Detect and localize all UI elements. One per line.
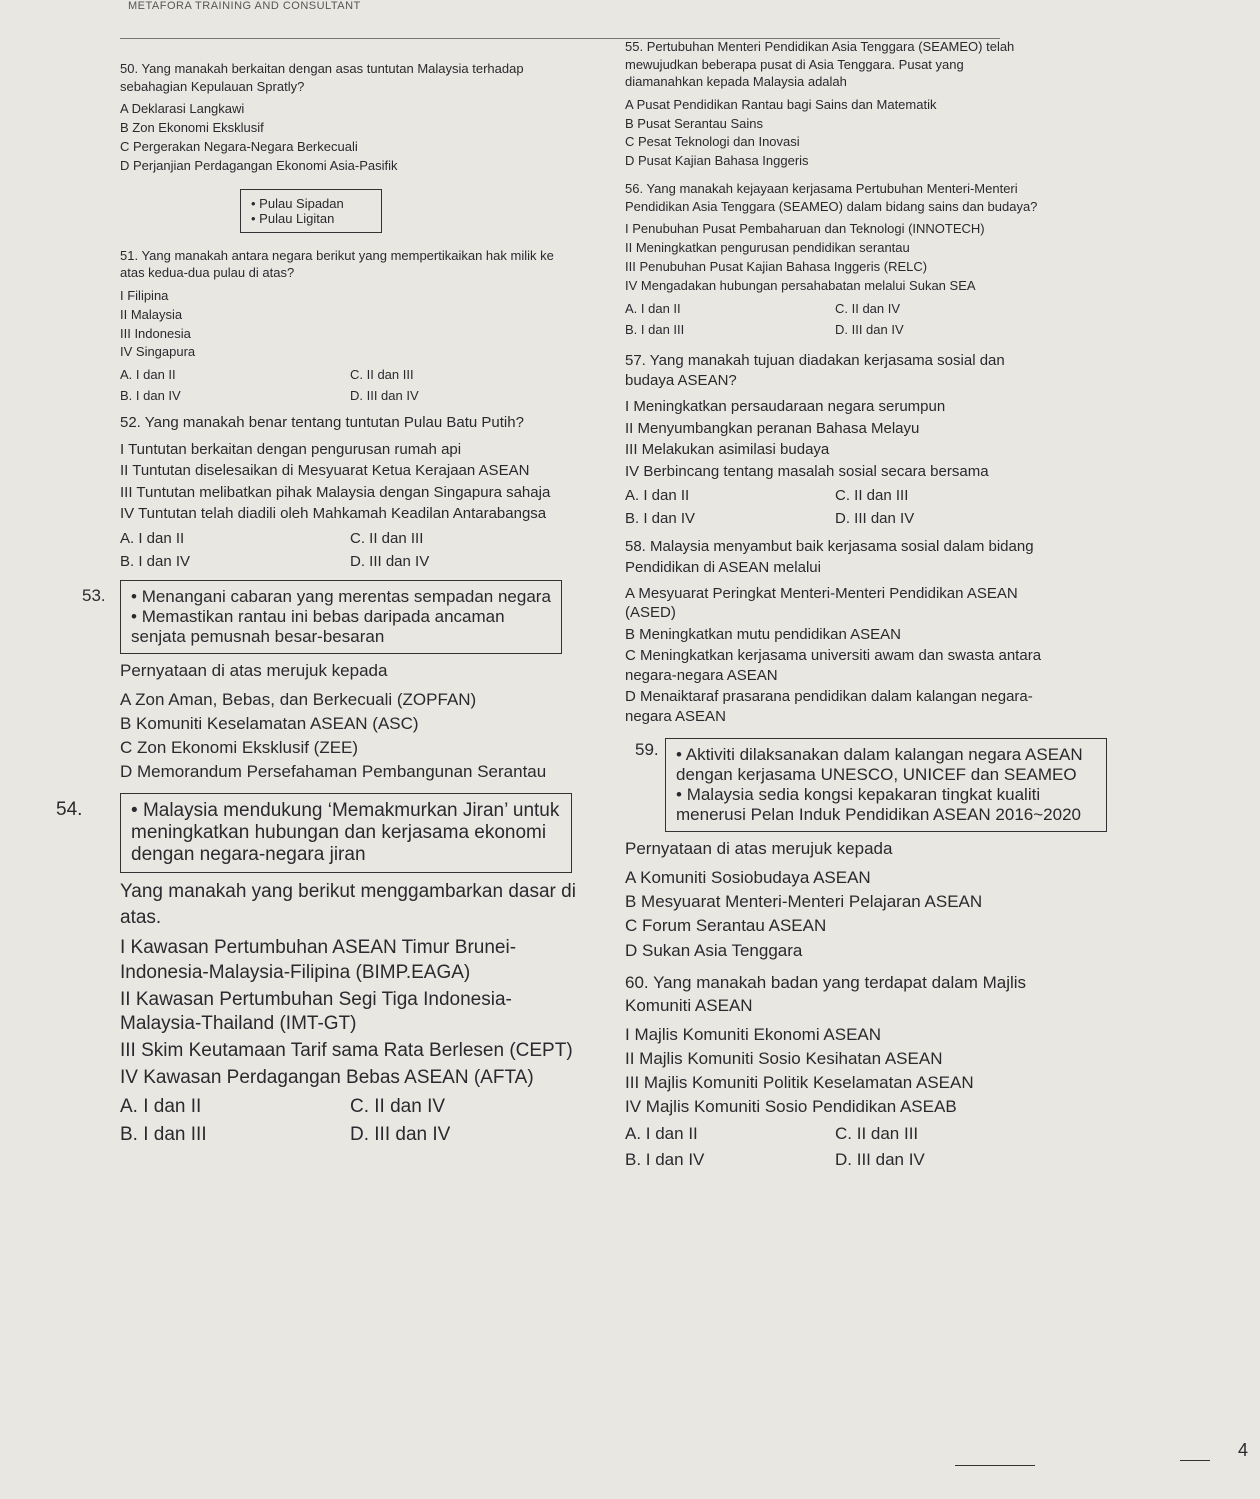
- stimulus-box-59: [665, 738, 1107, 832]
- statement-2: II Majlis Komuniti Sosio Kesihatan ASEAN: [625, 1048, 943, 1068]
- stimulus-item: • Aktiviti dilaksanakan dalam kalangan negara ASEAN dengan kerjasama UNESCO, UNICEF dan SEAMEO: [676, 745, 1096, 785]
- stimulus-item: • Menangani cabaran yang merentas sempadan negara: [131, 587, 551, 607]
- question-number: 50.: [120, 61, 139, 76]
- option-d: D Sukan Asia Tenggara: [625, 940, 803, 960]
- question-stem: Yang manakah antara negara berikut yang mempertikaikan hak milik ke atas kedua-dua pulau di atas?: [120, 247, 554, 281]
- answer-choices: [120, 530, 580, 570]
- question-stem: Yang manakah kejayaan kerjasama Pertubuhan Menteri-Menteri Pendidikan Asia Tenggara (SEAMEO) dalam bidang sains dan budaya?: [625, 181, 1038, 214]
- statement-4: IV Majlis Komuniti Sosio Pendidikan ASEAB: [625, 1096, 957, 1116]
- statement-3: III Melakukan asimilasi budaya: [625, 441, 830, 459]
- statement-1: I Majlis Komuniti Ekonomi ASEAN: [625, 1024, 882, 1044]
- answer-choices: [120, 1096, 580, 1146]
- question-60: [625, 972, 1045, 1170]
- statement-3: III Skim Keutamaan Tarif sama Rata Berlesen (CEPT): [120, 1039, 573, 1061]
- header-text: METAFORA TRAINING AND CONSULTANT: [128, 0, 361, 12]
- statement-4: IV Singapura: [120, 344, 196, 360]
- option-c: C Forum Serantau ASEAN: [625, 916, 827, 936]
- statement-2: II Menyumbangkan peranan Bahasa Melayu: [625, 419, 920, 437]
- question-stem: Yang manakah tujuan diadakan kerjasama sosial dan budaya ASEAN?: [625, 351, 1005, 390]
- question-59: [625, 738, 1083, 961]
- question-number: 51.: [120, 247, 139, 263]
- option-a: A Zon Aman, Bebas, dan Berkecuali (ZOPFAN): [120, 689, 477, 709]
- answer-choices: [625, 487, 1045, 527]
- statement-1: I Penubuhan Pusat Pembaharuan dan Teknologi (INNOTECH): [625, 221, 985, 237]
- question-number: 57.: [625, 351, 646, 369]
- choice-b: B. I dan III: [120, 1124, 207, 1146]
- question-number: 53.: [82, 585, 106, 605]
- page-number: 4: [1238, 1440, 1249, 1460]
- question-stem: Yang manakah berkaitan dengan asas tuntutan Malaysia terhadap sebahagian Kepulauan Spratly?: [120, 61, 524, 94]
- answer-choices: [120, 367, 580, 403]
- question-number: 54.: [56, 798, 83, 820]
- question-53: [82, 580, 580, 783]
- statement-2: II Tuntutan diselesaikan di Mesyuarat Ketua Kerajaan ASEAN: [120, 462, 530, 480]
- option-a: A Deklarasi Langkawi: [120, 101, 245, 117]
- footer-rule: [1180, 1460, 1210, 1461]
- choice-b: B. I dan IV: [625, 510, 696, 528]
- stimulus-item: • Malaysia mendukung ‘Memakmurkan Jiran’ untuk meningkatkan hubungan dan kerjasama ekonomi dengan negara-negara jiran: [131, 800, 561, 866]
- choice-c: C. II dan IV: [350, 1096, 446, 1118]
- choice-d: D. III dan IV: [350, 552, 430, 570]
- statement-4: IV Mengadakan hubungan persahabatan melalui Sukan SEA: [625, 277, 976, 293]
- question-number: 59.: [635, 740, 659, 760]
- choice-d: D. III dan IV: [350, 1124, 451, 1146]
- statement-3: III Tuntutan melibatkan pihak Malaysia dengan Singapura sahaja: [120, 483, 551, 501]
- stimulus-box-54: [120, 793, 572, 873]
- option-d: D Perjanjian Perdagangan Ekonomi Asia-Pasifik: [120, 157, 398, 173]
- option-a: A Mesyuarat Peringkat Menteri-Menteri Pendidikan ASEAN (ASED): [625, 584, 1018, 622]
- option-d: D Pusat Kajian Bahasa Inggeris: [625, 153, 809, 169]
- stimulus-item: • Pulau Ligitan: [251, 211, 371, 226]
- choice-a: A. I dan II: [625, 300, 681, 316]
- choice-d: D. III dan IV: [835, 1149, 925, 1169]
- stimulus-item: • Pulau Sipadan: [251, 196, 371, 211]
- stimulus-item: • Malaysia sedia kongsi kepakaran tingkat kualiti menerusi Pelan Induk Pendidikan ASEAN 2016~2020: [676, 785, 1096, 825]
- choice-a: A. I dan II: [120, 529, 185, 547]
- stimulus-box-51: [240, 189, 382, 233]
- option-b: B Zon Ekonomi Eksklusif: [120, 119, 264, 135]
- choice-d: D. III dan IV: [835, 321, 904, 337]
- statement-1: I Meningkatkan persaudaraan negara serumpun: [625, 398, 946, 416]
- choice-c: C. II dan III: [835, 487, 909, 505]
- choice-b: B. I dan IV: [120, 388, 181, 404]
- right-column: [625, 38, 1083, 1180]
- footer-rule: [955, 1465, 1035, 1466]
- left-column: [56, 60, 580, 1156]
- question-stem: Yang manakah yang berikut menggambarkan dasar di atas.: [120, 880, 576, 928]
- choice-b: B. I dan IV: [625, 1149, 705, 1169]
- question-56: [625, 180, 1045, 337]
- question-stem: Pernyataan di atas merujuk kepada: [625, 839, 893, 859]
- choice-b: B. I dan III: [625, 321, 685, 337]
- question-51: [120, 247, 580, 404]
- question-number: 60.: [625, 972, 649, 992]
- statement-1: I Filipina: [120, 287, 169, 303]
- question-number: 56.: [625, 181, 644, 197]
- choice-a: A. I dan II: [625, 487, 690, 505]
- question-stem: Malaysia menyambut baik kerjasama sosial dalam bidang Pendidikan di ASEAN melalui: [625, 538, 1034, 576]
- statement-4: IV Tuntutan telah diadili oleh Mahkamah Keadilan Antarabangsa: [120, 505, 547, 523]
- question-stem: Yang manakah benar tentang tuntutan Pulau Batu Putih?: [144, 414, 524, 432]
- question-stem: Pernyataan di atas merujuk kepada: [120, 660, 388, 680]
- answer-choices: [625, 1124, 1045, 1170]
- option-c: C Zon Ekonomi Eksklusif (ZEE): [120, 737, 359, 757]
- question-stem: Pertubuhan Menteri Pendidikan Asia Tenggara (SEAMEO) telah mewujudkan beberapa pusat di Asia Tenggara. Pusat yang diamanahkan kepada Malaysia adalah: [625, 39, 1015, 90]
- option-c: C Pergerakan Negara-Negara Berkecuali: [120, 138, 358, 154]
- stimulus-box-53: [120, 580, 562, 654]
- choice-d: D. III dan IV: [350, 388, 419, 404]
- choice-d: D. III dan IV: [835, 510, 915, 528]
- choice-c: C. II dan III: [350, 367, 414, 383]
- question-54: [56, 793, 580, 1146]
- statement-3: III Majlis Komuniti Politik Keselamatan ASEAN: [625, 1072, 974, 1092]
- question-number: 55.: [625, 39, 644, 54]
- statement-4: IV Kawasan Perdagangan Bebas ASEAN (AFTA): [120, 1066, 534, 1088]
- choice-c: C. II dan III: [350, 529, 424, 547]
- option-c: C Meningkatkan kerjasama universiti awam dan swasta antara negara-negara ASEAN: [625, 647, 1042, 684]
- question-55: [625, 38, 1045, 170]
- option-b: B Meningkatkan mutu pendidikan ASEAN: [625, 625, 901, 643]
- option-b: B Komuniti Keselamatan ASEAN (ASC): [120, 713, 419, 733]
- question-number: 58.: [625, 538, 646, 556]
- question-57: [625, 351, 1045, 528]
- question-stem: Yang manakah badan yang terdapat dalam Majlis Komuniti ASEAN: [625, 972, 1027, 1015]
- statement-2: II Meningkatkan pengurusan pendidikan serantau: [625, 240, 910, 256]
- statement-3: III Penubuhan Pusat Kajian Bahasa Inggeris (RELC): [625, 259, 928, 275]
- statement-1: I Kawasan Pertumbuhan ASEAN Timur Brunei-Indonesia-Malaysia-Filipina (BIMP.EAGA): [120, 937, 517, 983]
- choice-a: A. I dan II: [625, 1123, 698, 1143]
- statement-2: II Malaysia: [120, 306, 183, 322]
- statement-4: IV Berbincang tentang masalah sosial secara bersama: [625, 462, 989, 480]
- question-50: [120, 60, 580, 175]
- statement-1: I Tuntutan berkaitan dengan pengurusan rumah api: [120, 440, 462, 458]
- option-d: D Memorandum Persefahaman Pembangunan Serantau: [120, 761, 547, 781]
- option-a: A Pusat Pendidikan Rantau bagi Sains dan Matematik: [625, 96, 937, 112]
- stimulus-item: • Memastikan rantau ini bebas daripada ancaman senjata pemusnah besar-besaran: [131, 607, 551, 647]
- statement-2: II Kawasan Pertumbuhan Segi Tiga Indonesia-Malaysia-Thailand (IMT-GT): [120, 988, 512, 1035]
- choice-c: C. II dan IV: [835, 300, 901, 316]
- choice-b: B. I dan IV: [120, 552, 191, 570]
- option-c: C Pesat Teknologi dan Inovasi: [625, 134, 800, 150]
- question-number: 52.: [120, 414, 141, 432]
- option-b: B Pusat Serantau Sains: [625, 115, 764, 131]
- choice-c: C. II dan III: [835, 1123, 919, 1143]
- answer-choices: [625, 301, 1045, 337]
- question-58: [625, 537, 1045, 726]
- question-52: [120, 413, 580, 569]
- option-d: D Menaiktaraf prasarana pendidikan dalam kalangan negara-negara ASEAN: [625, 688, 1033, 725]
- choice-a: A. I dan II: [120, 1096, 202, 1118]
- option-b: B Mesyuarat Menteri-Menteri Pelajaran ASEAN: [625, 892, 983, 912]
- choice-a: A. I dan II: [120, 367, 176, 383]
- statement-3: III Indonesia: [120, 325, 191, 341]
- option-a: A Komuniti Sosiobudaya ASEAN: [625, 868, 871, 888]
